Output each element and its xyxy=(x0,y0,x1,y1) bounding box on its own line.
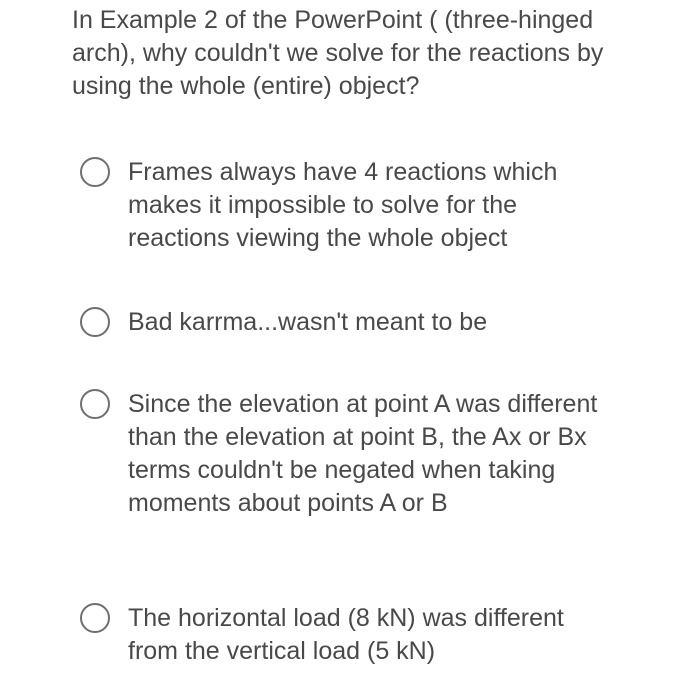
question-text: In Example 2 of the PowerPoint ( (three-hinged arch), why couldn't we solve for the reactions by using the whole (entire) object? xyxy=(72,6,604,100)
radio-button-3[interactable] xyxy=(80,389,110,419)
answer-option-label: Frames always have 4 reactions which makes it impossible to solve for the reactions viewing the whole object xyxy=(128,158,558,252)
answer-option-2[interactable] xyxy=(80,306,618,339)
answer-option-label: Since the elevation at point A was different than the elevation at point B, the Ax or Bx terms couldn't be negated when taking moments about points A or B xyxy=(128,390,598,517)
answer-option-1[interactable] xyxy=(80,156,618,255)
answer-option-4[interactable] xyxy=(80,602,618,668)
answer-option-label: The horizontal load (8 kN) was different from the vertical load (5 kN) xyxy=(128,604,564,665)
radio-button-2[interactable] xyxy=(80,307,110,337)
answer-option-label: Bad karrma...wasn't meant to be xyxy=(128,308,488,336)
radio-button-1[interactable] xyxy=(80,157,110,187)
answer-option-3[interactable] xyxy=(80,388,618,520)
radio-button-4[interactable] xyxy=(80,603,110,633)
